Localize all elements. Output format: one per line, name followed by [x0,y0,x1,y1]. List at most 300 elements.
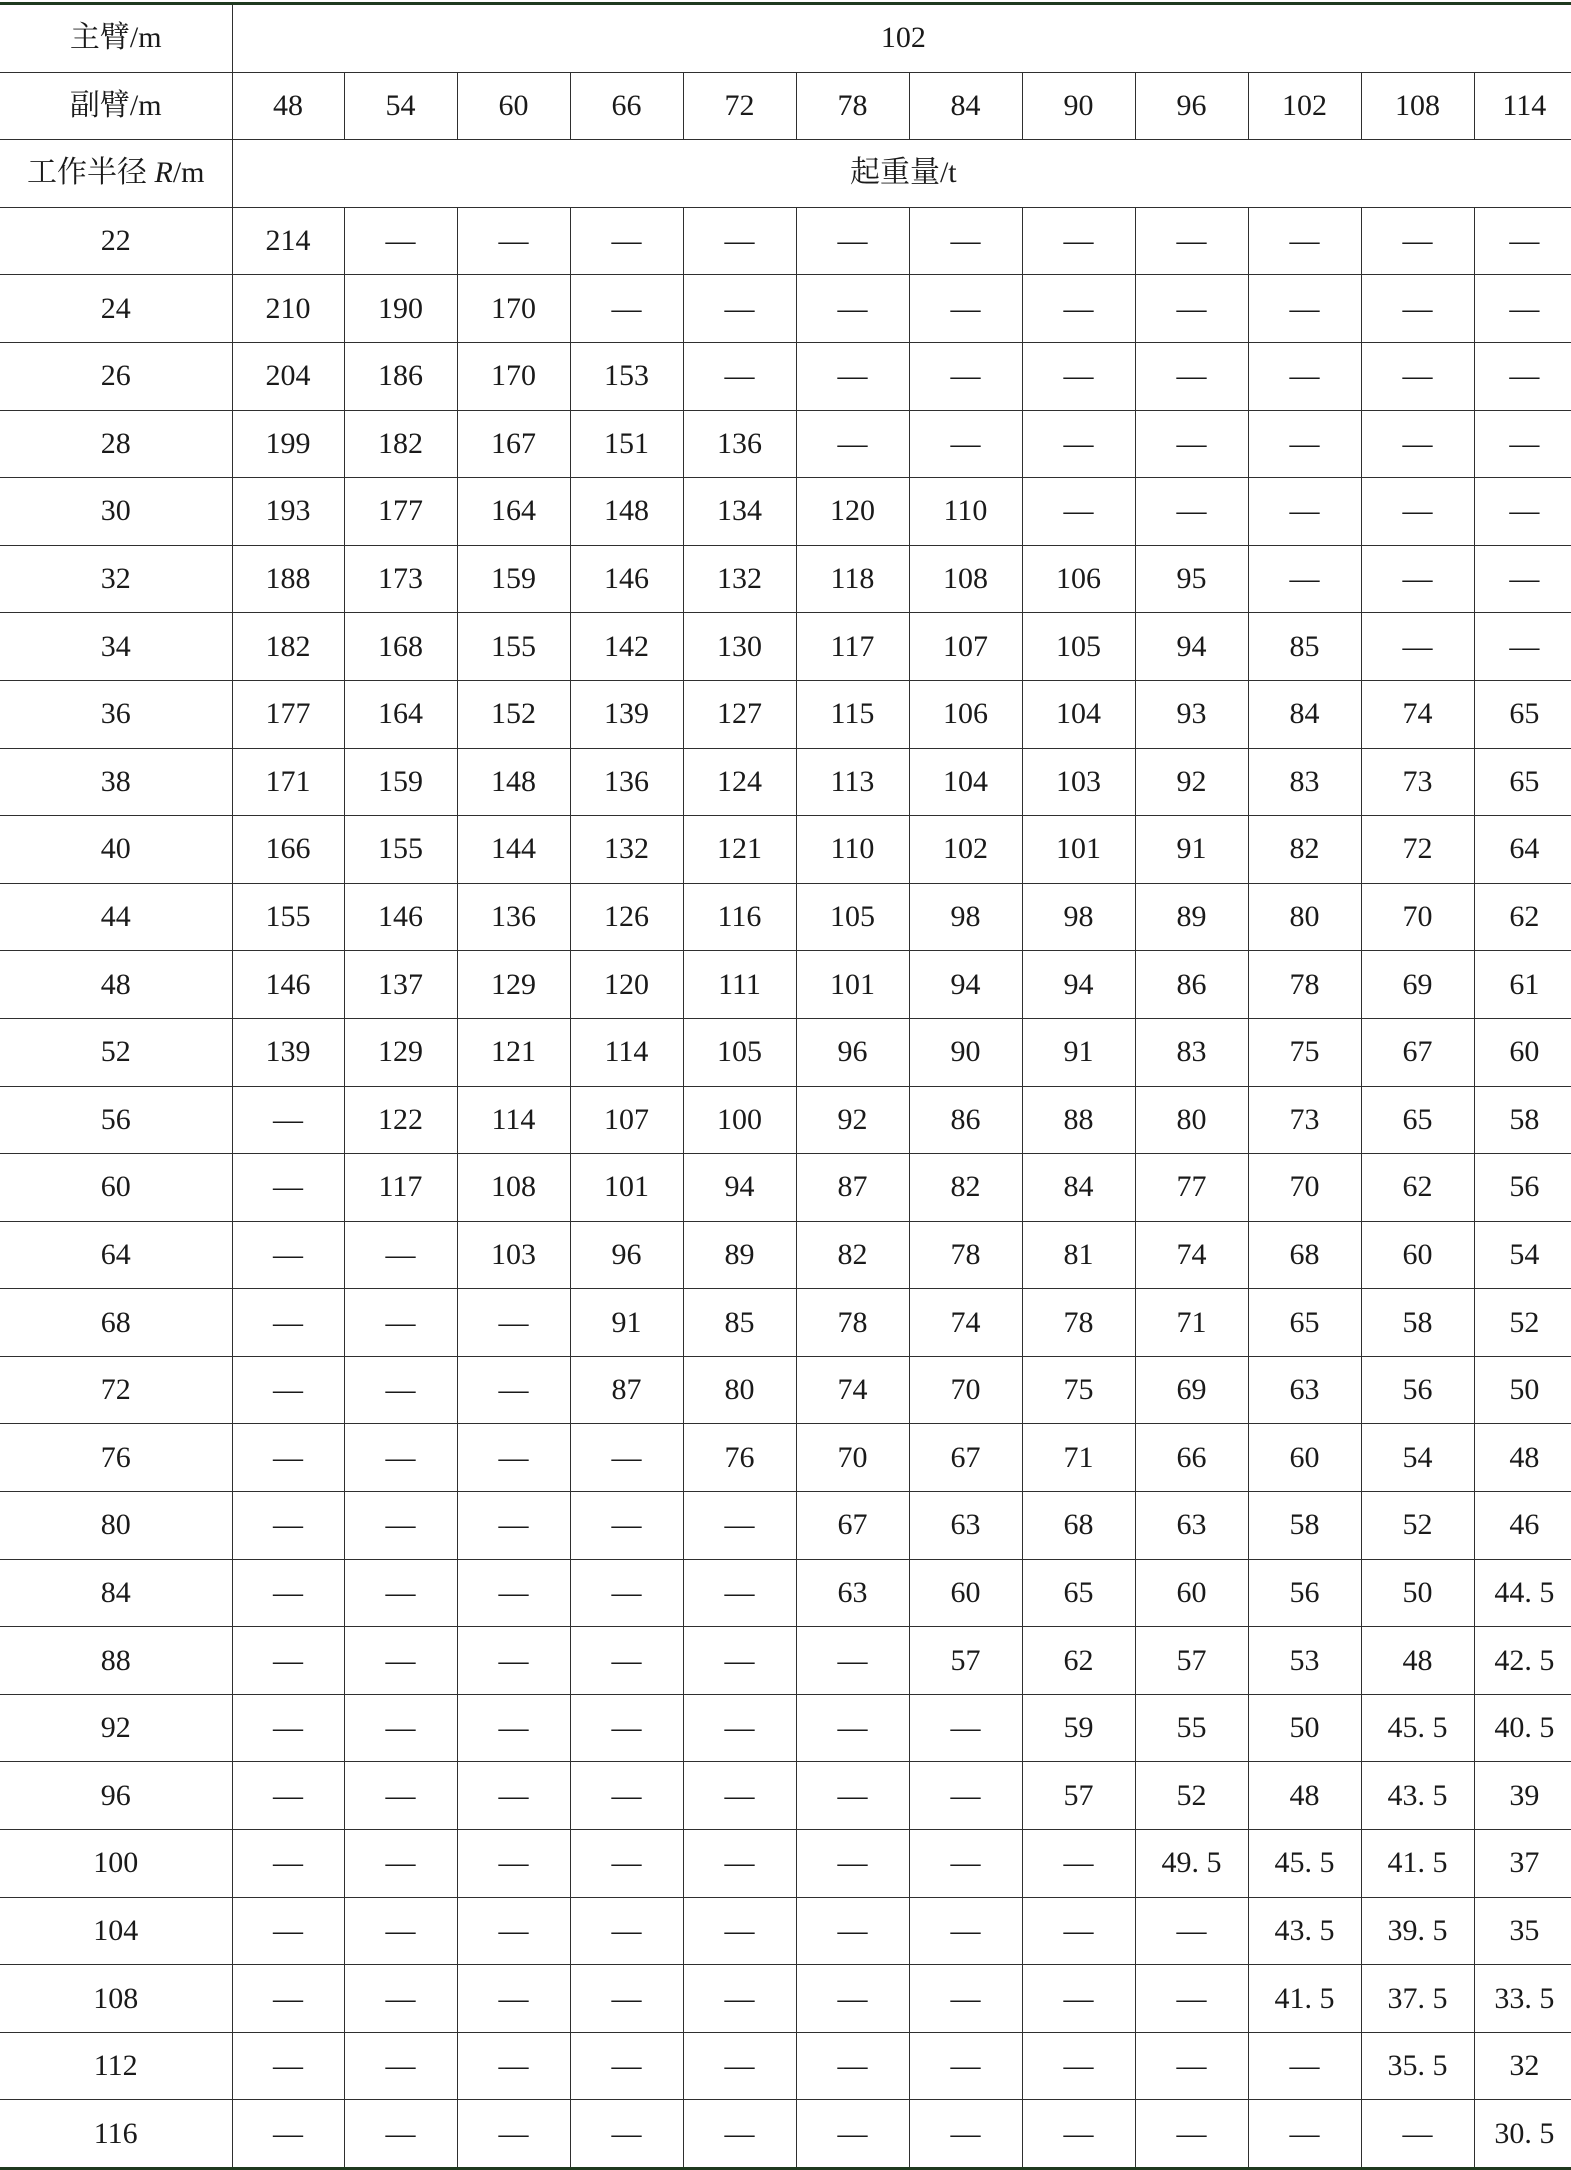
capacity-cell: 48 [1361,1627,1474,1695]
capacity-cell: — [1248,2100,1361,2169]
radius-cell: 28 [0,410,232,478]
capacity-cell: 108 [909,545,1022,613]
capacity-cell: 91 [1135,816,1248,884]
radius-cell: 30 [0,478,232,546]
capacity-cell: — [909,410,1022,478]
capacity-cell: 61 [1474,951,1571,1019]
capacity-cell: 121 [457,1018,570,1086]
capacity-cell: — [457,1356,570,1424]
capacity-cell: 173 [344,545,457,613]
capacity-cell: 74 [909,1289,1022,1357]
capacity-cell: 146 [570,545,683,613]
table-row [0,1086,1571,1154]
capacity-cell: 74 [1135,1221,1248,1289]
capacity-cell: — [1022,2100,1135,2169]
capacity-cell: 71 [1022,1424,1135,1492]
capacity-cell: — [1022,1897,1135,1965]
capacity-cell: 83 [1135,1018,1248,1086]
capacity-cell: 80 [1135,1086,1248,1154]
capacity-cell: — [570,1424,683,1492]
capacity-cell: — [1474,613,1571,681]
capacity-cell: — [1022,1830,1135,1898]
capacity-cell: 60 [1135,1559,1248,1627]
capacity-cell: — [909,1830,1022,1898]
capacity-cell: 121 [683,816,796,884]
table-row [0,275,1571,343]
capacity-cell: 111 [683,951,796,1019]
capacity-cell: 87 [570,1356,683,1424]
capacity-cell: 118 [796,545,909,613]
capacity-cell: 132 [570,816,683,884]
capacity-cell: 62 [1474,883,1571,951]
capacity-cell: — [232,1694,344,1762]
capacity-cell: — [232,1559,344,1627]
table-row [0,1965,1571,2033]
capacity-cell: — [683,1762,796,1830]
capacity-cell: 77 [1135,1154,1248,1222]
radius-cell: 48 [0,951,232,1019]
capacity-cell: 67 [909,1424,1022,1492]
capacity-cell: 63 [1248,1356,1361,1424]
capacity-cell: 152 [457,680,570,748]
capacity-cell: 57 [1135,1627,1248,1695]
capacity-cell: 90 [909,1018,1022,1086]
capacity-cell: 91 [570,1289,683,1357]
capacity-cell: 101 [570,1154,683,1222]
capacity-cell: 76 [683,1424,796,1492]
capacity-cell: — [909,1965,1022,2033]
capacity-cell: 58 [1248,1492,1361,1560]
radius-cell: 116 [0,2100,232,2169]
capacity-cell: 33. 5 [1474,1965,1571,2033]
radius-cell: 96 [0,1762,232,1830]
capacity-cell: — [1248,545,1361,613]
capacity-cell: 92 [796,1086,909,1154]
capacity-cell: 82 [796,1221,909,1289]
capacity-cell: 136 [570,748,683,816]
table-row [0,1289,1571,1357]
capacity-cell: — [344,1559,457,1627]
capacity-cell: — [909,342,1022,410]
radius-cell: 68 [0,1289,232,1357]
capacity-cell: 144 [457,816,570,884]
capacity-cell: 129 [344,1018,457,1086]
capacity-cell: 70 [1248,1154,1361,1222]
capacity-cell: — [344,1627,457,1695]
capacity-cell: 139 [570,680,683,748]
capacity-cell: 115 [796,680,909,748]
capacity-label: 起重量/t [232,140,1571,208]
capacity-cell: 132 [683,545,796,613]
capacity-cell: 60 [1361,1221,1474,1289]
capacity-cell: 106 [909,680,1022,748]
capacity-cell: — [570,1762,683,1830]
radius-header-row [0,140,1571,208]
capacity-cell: 122 [344,1086,457,1154]
radius-label-unit: /m [172,156,205,190]
capacity-cell: 65 [1022,1559,1135,1627]
capacity-cell: 65 [1474,680,1571,748]
table-row [0,1221,1571,1289]
jib-length-cell: 96 [1135,72,1248,140]
capacity-cell: 114 [457,1086,570,1154]
capacity-cell: 94 [683,1154,796,1222]
capacity-cell: — [683,2032,796,2100]
capacity-cell: 96 [796,1018,909,1086]
capacity-cell: — [683,1965,796,2033]
capacity-cell: 82 [1248,816,1361,884]
capacity-cell: — [1022,478,1135,546]
capacity-cell: 102 [909,816,1022,884]
table-row [0,1559,1571,1627]
capacity-cell: 146 [232,951,344,1019]
capacity-cell: — [232,1086,344,1154]
capacity-cell: — [344,1762,457,1830]
table-row [0,478,1571,546]
main-boom-value: 102 [232,4,1571,73]
capacity-cell: 86 [1135,951,1248,1019]
capacity-cell: — [1361,545,1474,613]
capacity-cell: — [570,2100,683,2169]
capacity-cell: — [344,1694,457,1762]
table-row [0,1424,1571,1492]
capacity-cell: 44. 5 [1474,1559,1571,1627]
capacity-cell: 129 [457,951,570,1019]
capacity-cell: — [570,1627,683,1695]
capacity-cell: — [796,1627,909,1695]
capacity-cell: — [457,1965,570,2033]
capacity-cell: — [909,1762,1022,1830]
capacity-cell: 30. 5 [1474,2100,1571,2169]
radius-cell: 32 [0,545,232,613]
table-row [0,1762,1571,1830]
capacity-cell: 71 [1135,1289,1248,1357]
capacity-cell: — [1361,2100,1474,2169]
capacity-cell: — [1474,207,1571,275]
capacity-cell: — [909,2032,1022,2100]
capacity-cell: 146 [344,883,457,951]
capacity-cell: 53 [1248,1627,1361,1695]
capacity-cell: — [344,2032,457,2100]
capacity-cell: 67 [1361,1018,1474,1086]
capacity-cell: 107 [570,1086,683,1154]
capacity-cell: 148 [570,478,683,546]
capacity-cell: 137 [344,951,457,1019]
capacity-cell: 74 [1361,680,1474,748]
capacity-cell: 92 [1135,748,1248,816]
capacity-cell: 167 [457,410,570,478]
capacity-cell: — [1022,207,1135,275]
capacity-cell: 70 [909,1356,1022,1424]
capacity-cell: — [1474,545,1571,613]
table-row [0,1830,1571,1898]
capacity-cell: 103 [1022,748,1135,816]
capacity-cell: — [232,1492,344,1560]
jib-length-cell: 90 [1022,72,1135,140]
capacity-cell: 106 [1022,545,1135,613]
capacity-cell: 168 [344,613,457,681]
capacity-cell: 78 [1248,951,1361,1019]
capacity-cell: — [344,1221,457,1289]
capacity-cell: — [457,2032,570,2100]
capacity-cell: — [1022,1965,1135,2033]
capacity-cell: 182 [232,613,344,681]
radius-cell: 26 [0,342,232,410]
capacity-cell: — [683,1897,796,1965]
capacity-cell: — [457,1627,570,1695]
capacity-cell: 75 [1022,1356,1135,1424]
capacity-cell: 80 [683,1356,796,1424]
capacity-cell: 117 [344,1154,457,1222]
capacity-cell: — [796,2100,909,2169]
capacity-cell: — [1135,478,1248,546]
capacity-cell: — [1135,207,1248,275]
capacity-cell: — [796,1897,909,1965]
capacity-cell: 82 [909,1154,1022,1222]
capacity-cell: 73 [1248,1086,1361,1154]
capacity-cell: 43. 5 [1248,1897,1361,1965]
radius-cell: 36 [0,680,232,748]
capacity-cell: — [796,275,909,343]
capacity-cell: 70 [796,1424,909,1492]
capacity-cell: 66 [1135,1424,1248,1492]
jib-length-row [0,72,1571,140]
capacity-cell: 84 [1248,680,1361,748]
capacity-cell: 80 [1248,883,1361,951]
capacity-cell: — [344,1492,457,1560]
capacity-cell: 73 [1361,748,1474,816]
capacity-cell: — [796,207,909,275]
capacity-cell: 136 [457,883,570,951]
capacity-cell: 171 [232,748,344,816]
capacity-cell: 60 [1474,1018,1571,1086]
capacity-cell: 94 [909,951,1022,1019]
capacity-cell: 60 [1248,1424,1361,1492]
capacity-cell: 85 [683,1289,796,1357]
capacity-cell: 35 [1474,1897,1571,1965]
capacity-cell: 114 [570,1018,683,1086]
capacity-cell: 177 [344,478,457,546]
capacity-cell: — [1135,1965,1248,2033]
capacity-cell: 37. 5 [1361,1965,1474,2033]
radius-cell: 112 [0,2032,232,2100]
capacity-cell: 69 [1361,951,1474,1019]
capacity-cell: — [796,2032,909,2100]
table-row [0,748,1571,816]
radius-cell: 22 [0,207,232,275]
capacity-cell: — [1474,478,1571,546]
capacity-cell: — [570,2032,683,2100]
capacity-cell: 124 [683,748,796,816]
capacity-cell: 188 [232,545,344,613]
capacity-cell: 126 [570,883,683,951]
capacity-cell: 107 [909,613,1022,681]
capacity-cell: 48 [1248,1762,1361,1830]
capacity-cell: — [1474,275,1571,343]
capacity-cell: 35. 5 [1361,2032,1474,2100]
capacity-cell: 127 [683,680,796,748]
capacity-cell: 49. 5 [1135,1830,1248,1898]
capacity-cell: 89 [683,1221,796,1289]
capacity-cell: 74 [796,1356,909,1424]
radius-cell: 24 [0,275,232,343]
capacity-cell: 59 [1022,1694,1135,1762]
capacity-cell: 134 [683,478,796,546]
capacity-cell: — [570,1965,683,2033]
capacity-cell: 52 [1474,1289,1571,1357]
capacity-cell: — [1248,275,1361,343]
capacity-cell: — [232,1289,344,1357]
radius-cell: 44 [0,883,232,951]
capacity-cell: 55 [1135,1694,1248,1762]
capacity-cell: — [1361,410,1474,478]
capacity-cell: 83 [1248,748,1361,816]
capacity-cell: 142 [570,613,683,681]
capacity-cell: 48 [1474,1424,1571,1492]
capacity-cell: — [796,410,909,478]
radius-cell: 92 [0,1694,232,1762]
capacity-cell: 98 [909,883,1022,951]
capacity-cell: — [1248,410,1361,478]
capacity-cell: — [344,1965,457,2033]
capacity-cell: 42. 5 [1474,1627,1571,1695]
capacity-cell: 87 [796,1154,909,1222]
capacity-cell: 62 [1022,1627,1135,1695]
capacity-cell: 57 [909,1627,1022,1695]
capacity-cell: 85 [1248,613,1361,681]
capacity-cell: — [683,207,796,275]
capacity-cell: 56 [1361,1356,1474,1424]
capacity-cell: 62 [1361,1154,1474,1222]
capacity-cell: 37 [1474,1830,1571,1898]
capacity-cell: 58 [1474,1086,1571,1154]
capacity-cell: — [232,1424,344,1492]
capacity-cell: — [1248,478,1361,546]
capacity-cell: — [1135,2032,1248,2100]
radius-label-var: R [154,156,173,190]
radius-cell: 56 [0,1086,232,1154]
capacity-cell: 155 [457,613,570,681]
table-row [0,410,1571,478]
capacity-cell: 105 [1022,613,1135,681]
capacity-cell: — [570,1559,683,1627]
capacity-cell: 88 [1022,1086,1135,1154]
capacity-cell: 151 [570,410,683,478]
capacity-cell: — [1135,342,1248,410]
capacity-cell: — [683,1559,796,1627]
table-row [0,613,1571,681]
capacity-cell: 65 [1248,1289,1361,1357]
capacity-cell: 43. 5 [1361,1762,1474,1830]
jib-length-cell: 102 [1248,72,1361,140]
capacity-cell: — [1022,410,1135,478]
jib-length-cell: 114 [1474,72,1571,140]
capacity-cell: — [909,2100,1022,2169]
capacity-cell: 63 [1135,1492,1248,1560]
capacity-cell: 148 [457,748,570,816]
capacity-cell: — [344,1356,457,1424]
radius-cell: 64 [0,1221,232,1289]
capacity-cell: — [232,1762,344,1830]
capacity-cell: — [344,1289,457,1357]
table-row [0,1897,1571,1965]
capacity-cell: 78 [796,1289,909,1357]
capacity-cell: 54 [1361,1424,1474,1492]
capacity-cell: 78 [1022,1289,1135,1357]
table-row [0,1492,1571,1560]
capacity-cell: 45. 5 [1361,1694,1474,1762]
capacity-cell: — [232,1965,344,2033]
table-row [0,1694,1571,1762]
capacity-cell: — [457,1830,570,1898]
capacity-cell: 204 [232,342,344,410]
capacity-cell: — [457,1897,570,1965]
capacity-cell: 153 [570,342,683,410]
capacity-cell: — [1248,2032,1361,2100]
capacity-cell: — [344,207,457,275]
capacity-cell: 105 [796,883,909,951]
table-row [0,1018,1571,1086]
capacity-cell: — [457,1492,570,1560]
capacity-cell: 113 [796,748,909,816]
jib-label: 副臂/m [0,72,232,140]
capacity-cell: 67 [796,1492,909,1560]
capacity-cell: 65 [1474,748,1571,816]
lifting-capacity-table [0,2,1571,2170]
capacity-cell: — [796,1694,909,1762]
radius-cell: 76 [0,1424,232,1492]
capacity-cell: 81 [1022,1221,1135,1289]
capacity-cell: 64 [1474,816,1571,884]
capacity-cell: 68 [1022,1492,1135,1560]
capacity-cell: — [1361,207,1474,275]
capacity-cell: — [232,2100,344,2169]
capacity-cell: 89 [1135,883,1248,951]
table-row [0,1154,1571,1222]
capacity-cell: 103 [457,1221,570,1289]
capacity-cell: 104 [1022,680,1135,748]
capacity-cell: — [344,2100,457,2169]
capacity-cell: — [457,207,570,275]
jib-length-cell: 66 [570,72,683,140]
capacity-cell: — [232,1154,344,1222]
capacity-cell: — [796,342,909,410]
capacity-cell: 63 [909,1492,1022,1560]
radius-cell: 88 [0,1627,232,1695]
capacity-cell: — [1135,1897,1248,1965]
capacity-cell: — [457,1424,570,1492]
capacity-cell: 120 [796,478,909,546]
capacity-cell: 41. 5 [1361,1830,1474,1898]
capacity-cell: 100 [683,1086,796,1154]
capacity-cell: 52 [1361,1492,1474,1560]
capacity-cell: 164 [457,478,570,546]
capacity-cell: 164 [344,680,457,748]
capacity-cell: — [1248,342,1361,410]
capacity-cell: 39. 5 [1361,1897,1474,1965]
capacity-cell: 104 [909,748,1022,816]
capacity-cell: — [1135,275,1248,343]
table-row [0,2100,1571,2169]
radius-cell: 34 [0,613,232,681]
capacity-cell: 50 [1361,1559,1474,1627]
capacity-cell: 41. 5 [1248,1965,1361,2033]
jib-length-cell: 72 [683,72,796,140]
capacity-cell: 72 [1361,816,1474,884]
radius-cell: 80 [0,1492,232,1560]
radius-cell: 84 [0,1559,232,1627]
capacity-cell: — [683,342,796,410]
